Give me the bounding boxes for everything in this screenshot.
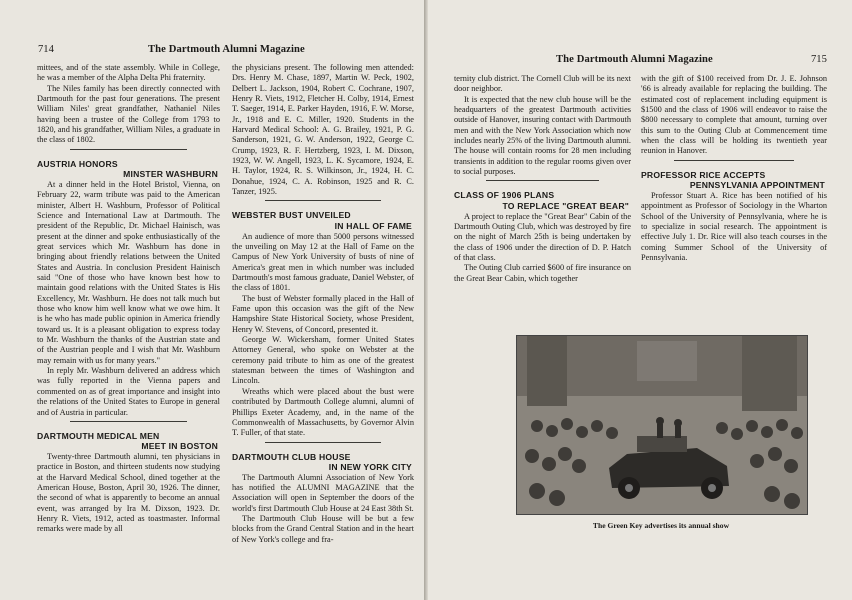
left-column-1	[37, 63, 220, 535]
paragraph: Twenty-three Dartmouth alumni, ten physicians in practice in Boston, and thirteen students now studying at the Harvard Medical School, dined together at the American House, Boston, April 30, 1926. The dinner, the second of what is apparently to become an annual event, was arranged by Ira M. Dixson, 1923. Dr. Henry R. Viets, 1912, acted as toastmaster. Informal remarks were made by all	[37, 452, 220, 534]
divider	[265, 200, 381, 201]
running-head-right: The Dartmouth Alumni Magazine	[556, 54, 713, 65]
running-head-left: The Dartmouth Alumni Magazine	[148, 44, 305, 55]
paragraph: with the gift of $100 received from Dr. J. E. Johnson '66 is already available for replacing the building. The estimated cost of replacement including equipment is $1500 and the class of 1906 will endeavor to raise the $800 necessary to complete that amount, turning over this sum to the Outing Club at Commencement time when the class will be holding its twentieth year reunion in Hanover.	[641, 74, 827, 156]
divider	[70, 149, 187, 150]
heading-class-1906: CLASS OF 1906 PLANS TO REPLACE "GREAT BEAR"	[454, 190, 629, 212]
page-number-left: 714	[38, 44, 54, 55]
paragraph: mittees, and of the state assembly. While in College, he was a member of the Alpha Delta Phi fraternity.	[37, 63, 220, 83]
paragraph: It is expected that the new club house will be the headquarters of the greatest Dartmouth activities outside of Hanover, insuring contact with Dartmouth men and with the New York Association which now includes nearly 25% of the living Dartmouth alumni. The house will contain rooms for 28 men including transients in addition to the regular rooms given over to social purposes.	[454, 94, 631, 177]
left-page	[0, 0, 424, 600]
paragraph: In reply Mr. Washburn delivered an address which was fully reported in the Vienna papers and commented on as of great importance and insight into the relations of the United States to Europe in general and of Austria in particular.	[37, 366, 220, 417]
heading-club-house: DARTMOUTH CLUB HOUSE IN NEW YORK CITY	[232, 451, 412, 473]
paragraph: At a dinner held in the Hotel Bristol, Vienna, on February 22, warm tribute was paid to the American minister, Albert H. Washburn, Professor of Political Science and International Law at Dartmouth. The president of the Republic, Dr. Michael Hainisch, was present at the dinner and spoke enthusiastically of the great services which Mr. Washburn has done in bringing about friendly relations between the United States and Austria. In conclusion President Hainisch said "One of those who have known best how to maintain good relations with the United States is His Excellency, Mr. Washburn. He does not talk much but those who know him well know what we owe him. It is he who has made public opinion in America friendly toward us. It is a pleasant obligation to express today to Mr. Washburn the thanks of the Austrian state and of the Austrian people and I wish that Mr. Washburn may remain with us for many years."	[37, 179, 220, 365]
paragraph: the physicians present. The following men attended: Drs. Henry M. Chase, 1897, Martin W. Peck, 1902, Delbert L. Jackson, 1904, Robert C. Cochrane, 1907, Henry R. Viets, 1912, Fletcher H. Colby, 1914, Ernest T. Saeger, 1914, E. Parker Hayden, 1916, F. W. Morse, Jr., 1918 and E. C. Miller, 1920. Students in the Harvard Medical School: A. G. Brailey, 1921, P. G. Sanderson, 1921, G. W. Anderson, 1922, George C. Crump, 1923, R. F. Hertzberg, 1923, I. M. Dixson, 1923, W. W. Angell, 1923, L. K. Sycamore, 1924, E. H. Taylor, 1924, R. S. Wilkinson, Jr., 1924, H. C. Donahue, 1924, C. A. Robinson, 1925 and R. C. Tanzer, 1925.	[232, 63, 414, 197]
heading-austria-honors: AUSTRIA HONORS MINSTER WASHBURN	[37, 158, 218, 180]
paragraph: An audience of more than 5000 persons witnessed the unveiling on May 12 at the Hall of Fame on the Campus of New York University of busts of nine of America's great men in which number was included Dartmouth's most famous graduate, Daniel Webster, of the class of 1801.	[232, 231, 414, 293]
green-key-photo	[516, 335, 808, 515]
heading-webster-bust: WEBSTER BUST UNVEILED IN HALL OF FAME	[232, 210, 412, 232]
paragraph: Wreaths which were placed about the bust were contributed by Dartmouth College alumni, alumni of Phillips Exeter Academy, and, in the name of the Commonwealth of Massachusetts, by Governor Alvin T. Fuller, of that state.	[232, 386, 414, 438]
paragraph: Professor Stuart A. Rice has been notified of his appointment as Professor of Sociology in the Wharton School of the University of Pennsylvania, where he is to specialize in social research. The appointment is effective July 1. Dr. Rice will also teach courses in the coming Summer School of the University of Pennsylvania.	[641, 190, 827, 262]
divider	[70, 421, 187, 422]
paragraph: The bust of Webster formally placed in the Hall of Fame upon this occasion was the gift of the New Hampshire State Historical Society, whose President, Henry W. Stevens, of Concord, presented it.	[232, 293, 414, 334]
page-number-right: 715	[811, 54, 827, 65]
divider	[486, 180, 599, 181]
left-column-2	[232, 63, 414, 545]
paragraph: ternity club district. The Cornell Club will be its next door neighbor.	[454, 74, 631, 94]
paragraph: The Niles family has been directly connected with Dartmouth for the past four generations. The present William Niles' great grandfather, Nathaniel Niles having been a trustee of the College from 1793 to 1820, and his grandfather, William Niles, a graduate in the class of 1802.	[37, 83, 220, 145]
divider	[265, 442, 381, 443]
heading-professor-rice: PROFESSOR RICE ACCEPTS PENNSYLVANIA APPOINTMENT	[641, 169, 825, 191]
crowd-photo-illustration	[517, 336, 807, 514]
paragraph: A project to replace the "Great Bear" Cabin of the Dartmouth Outing Club, which was destroyed by fire on the night of March 25th is being undertaken by the class of 1906 under the direction of D. P. Hatch of that class.	[454, 211, 631, 262]
right-page	[428, 0, 852, 600]
divider	[674, 160, 793, 161]
paragraph: The Dartmouth Club House will be but a few blocks from the Grand Central Station and in the heart of New York's college and fra-	[232, 514, 414, 544]
heading-medical-men: DARTMOUTH MEDICAL MEN MEET IN BOSTON	[37, 430, 218, 452]
paragraph: The Outing Club carried $600 of fire insurance on the Great Bear Cabin, which together	[454, 263, 631, 283]
paragraph: George W. Wickersham, former United States Attorney General, who spoke on Webster at the ceremony paid tribute to him as one of the greatest statesman between the times of Washington and Lincoln.	[232, 335, 414, 386]
right-column-1	[454, 74, 631, 284]
paragraph: The Dartmouth Alumni Association of New York has notified the ALUMNI MAGAZINE that the Association will open in September the doors of the world's first Dartmouth Club House at 24 East 38th St.	[232, 472, 414, 513]
photo-caption: The Green Key advertises its annual show	[592, 521, 730, 530]
right-column-2	[641, 74, 827, 263]
